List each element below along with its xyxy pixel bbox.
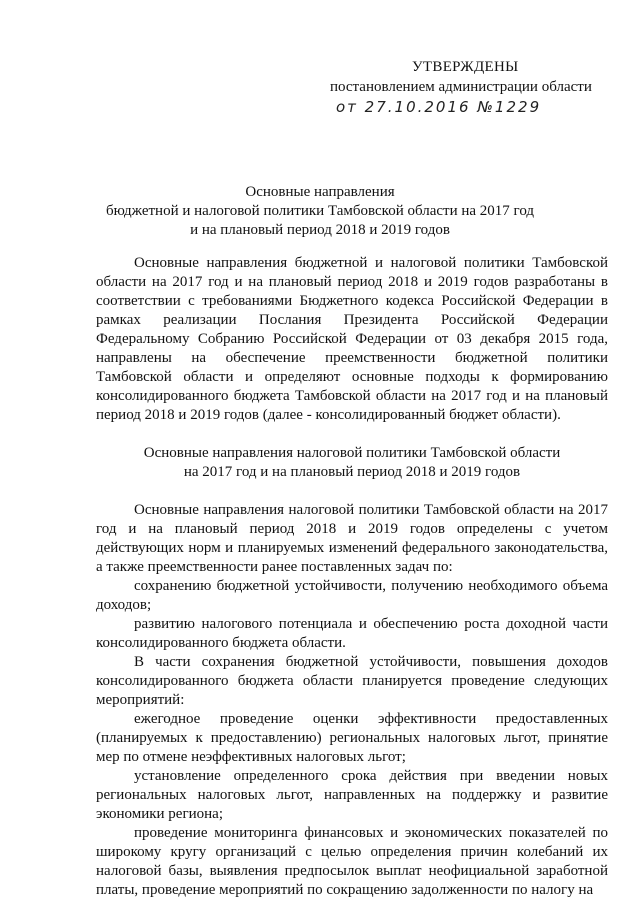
section-paragraph-2: сохранению бюджетной устойчивости, получению необходимого объема доходов;	[96, 578, 608, 613]
section-paragraph-4: В части сохранения бюджетной устойчивости, повышения доходов консолидированного бюджета области планируется проведение следующих мероприятий:	[96, 654, 608, 708]
section-paragraph-1: Основные направления налоговой политики Тамбовской области на 2017 год и на плановый период 2018 и 2019 годов определены с учетом действующих норм и планируемых изменений федерального законодательства, а также преемственности ранее поставленных задач по:	[96, 502, 608, 575]
title-line-3: и на плановый период 2018 и 2019 годов	[190, 222, 450, 238]
section-heading-line-2: на 2017 год и на плановый период 2018 и 2019 годов	[183, 464, 521, 480]
document-title	[95, 183, 545, 240]
approval-heading: УТВЕРЖДЕНЫ	[412, 59, 519, 75]
approval-by-line: постановлением администрации области	[330, 79, 592, 95]
section-heading-line-1: Основные направления налоговой политики Тамбовской области	[143, 445, 561, 461]
intro-paragraph: Основные направления бюджетной и налоговой политики Тамбовской области на 2017 год и на плановый период 2018 и 2019 годов разработаны в соответствии с требованиями Бюджетного кодекса Российской Федерации в рамках реализации Послания Президента Российской Федерации Федеральному Собранию Российской Федерации от 03 декабря 2015 года, направлены на обеспечение преемственности бюджетной политики Тамбовской области и определяют основные подходы к формированию консолидированного бюджета Тамбовской области на 2017 год и на плановый период 2018 и 2019 годов (далее - консолидированный бюджет области).	[96, 255, 608, 423]
section-paragraph-5: ежегодное проведение оценки эффективности предоставленных (планируемых к предоставлению) региональных налоговых льгот, принятие мер по отмене неэффективных налоговых льгот;	[96, 711, 608, 765]
approval-handwritten-date-number: от 27.10.2016 №1229	[336, 98, 542, 116]
section-paragraph-6: установление определенного срока действия при введении новых региональных налоговых льгот, направленных на поддержку и развитие экономики региона;	[96, 768, 608, 822]
section-heading	[96, 444, 608, 482]
approval-stamp	[330, 58, 610, 117]
document-body	[96, 254, 608, 900]
title-line-2: бюджетной и налоговой политики Тамбовской области на 2017 год	[105, 203, 535, 219]
section-paragraph-7: проведение мониторинга финансовых и экономических показателей по широкому кругу организаций с целью определения причин колебаний их налоговой базы, выявления предпосылок выплат неофициальной заработной платы, проведение мероприятий по сокращению задолженности по налогу на	[96, 825, 608, 898]
section-paragraph-3: развитию налогового потенциала и обеспечению роста доходной части консолидированного бюджета области.	[96, 616, 608, 651]
title-line-1: Основные направления	[245, 184, 395, 200]
